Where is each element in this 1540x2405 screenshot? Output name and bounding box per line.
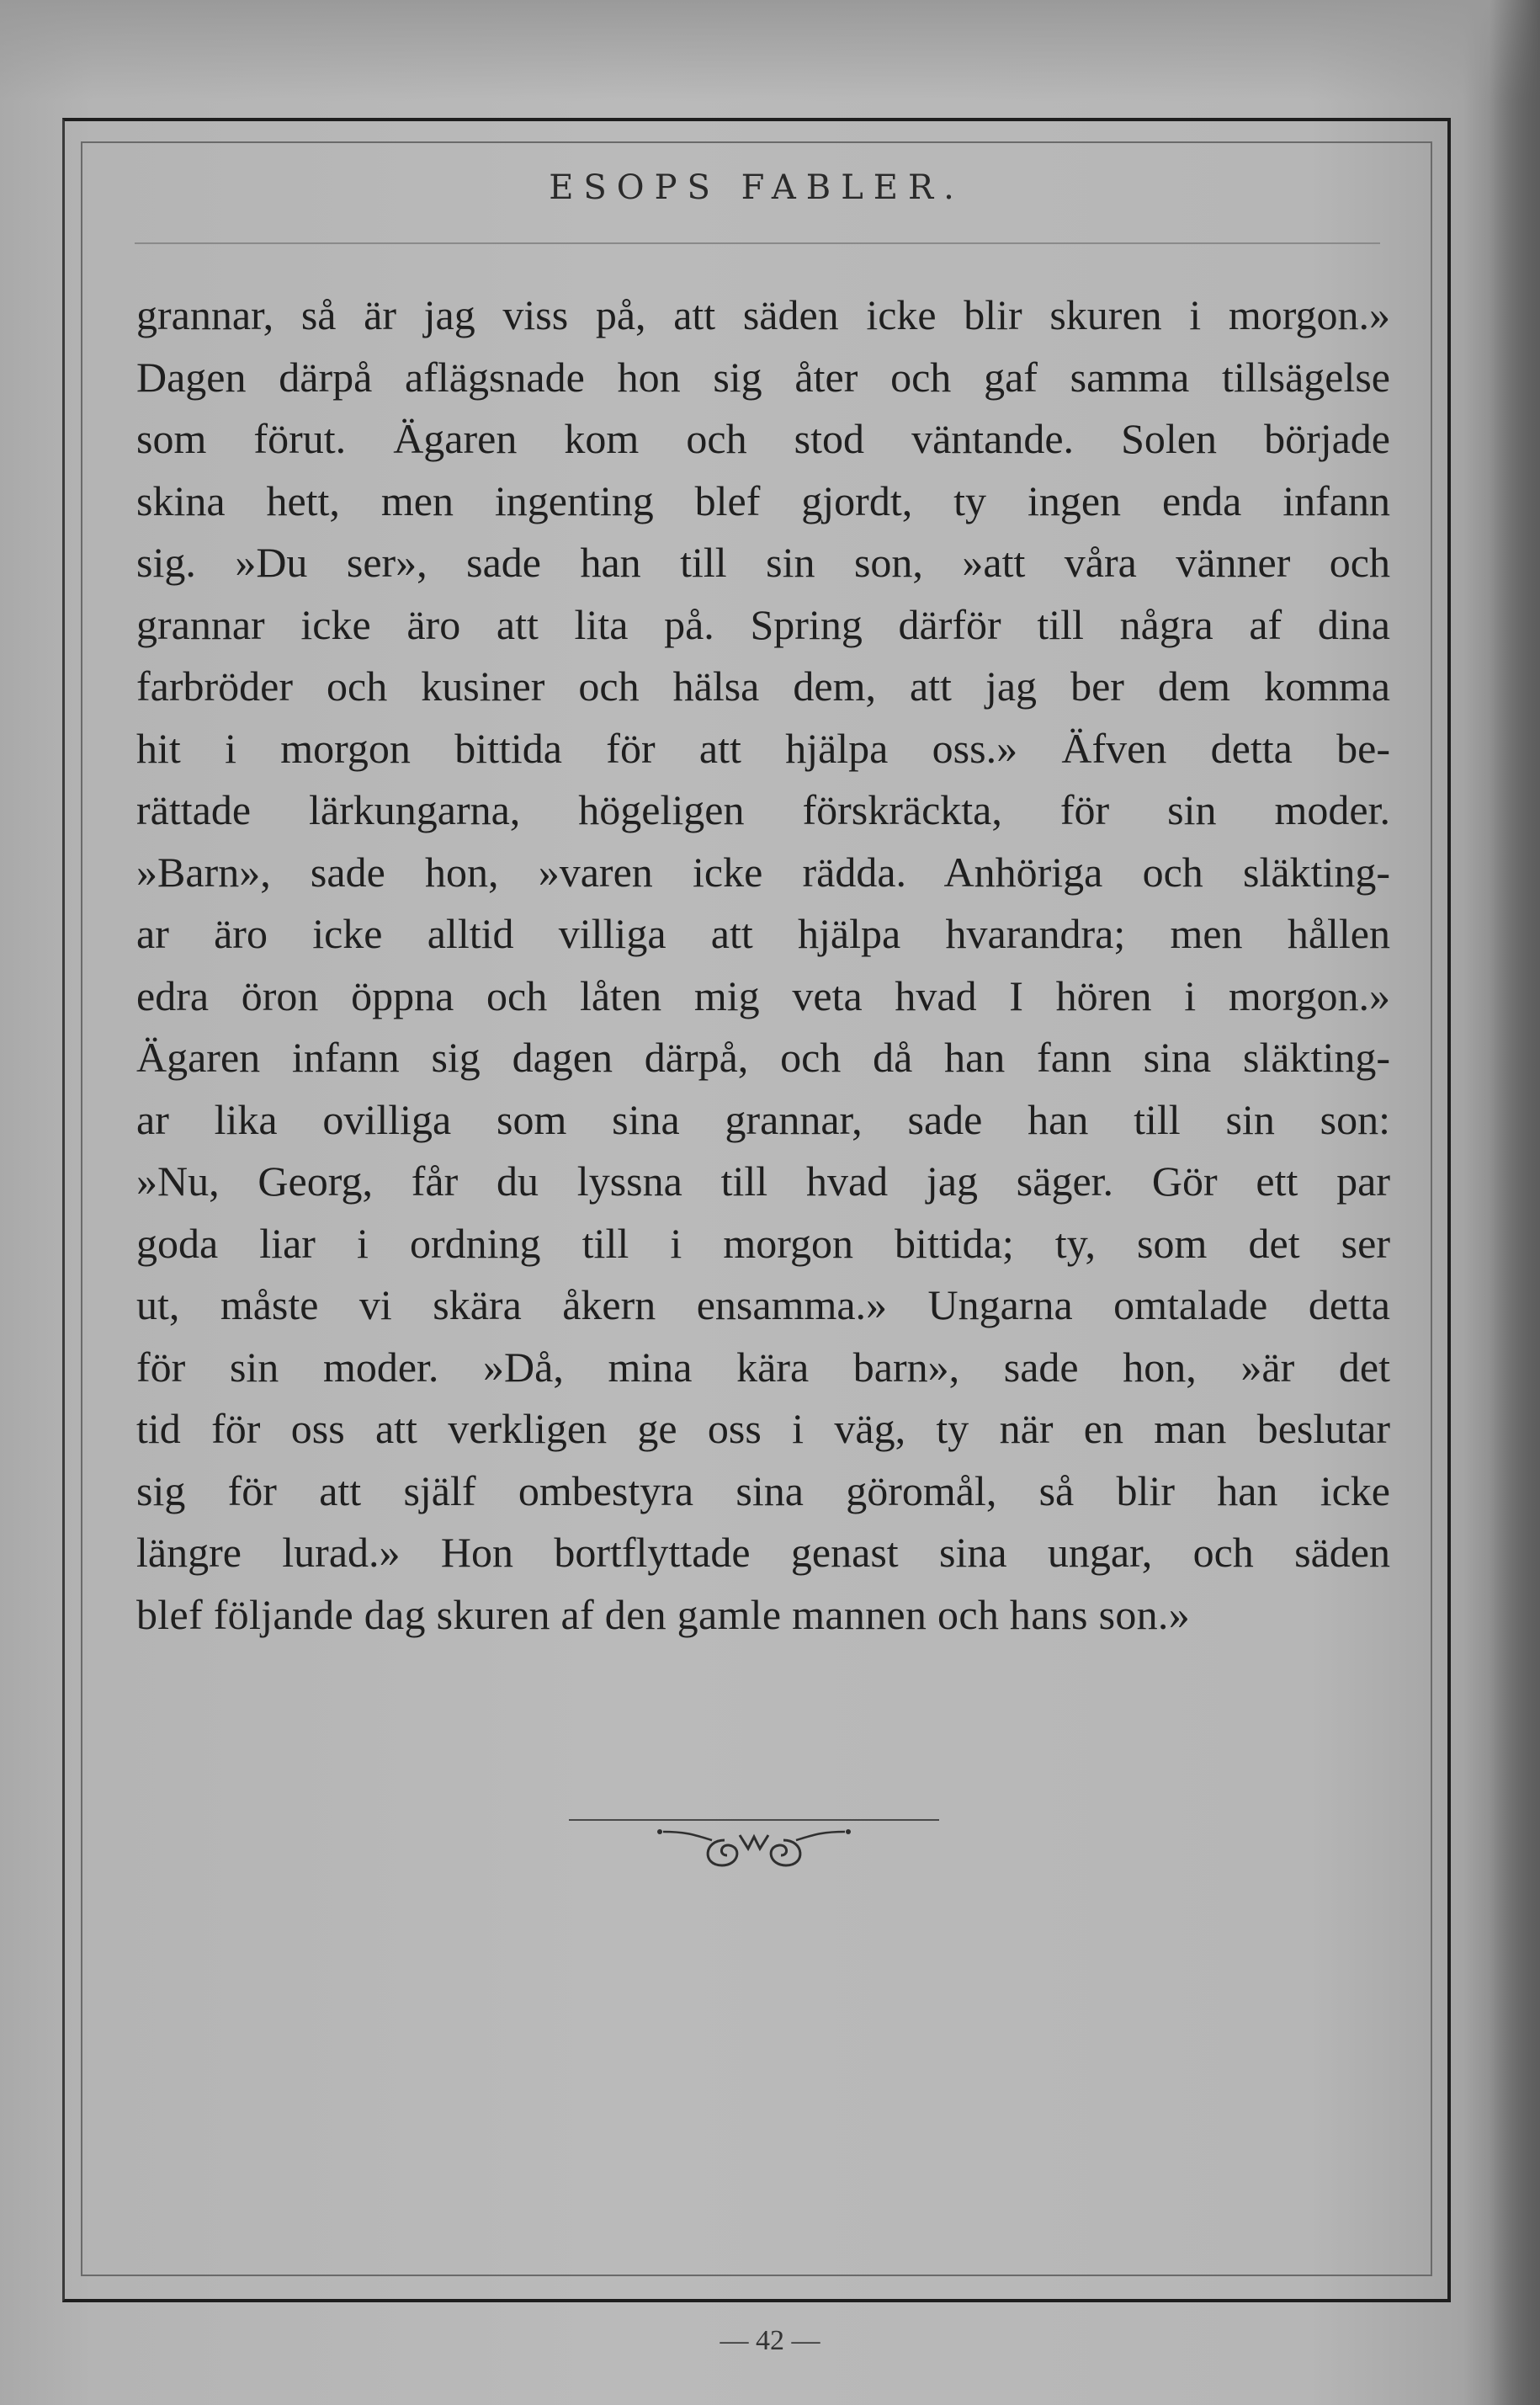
text-line: Dagen därpå aflägsnade hon sig åter och gaf samma tillsägelse [136, 353, 1390, 401]
text-line: farbröder och kusiner och hälsa dem, att jag ber dem komma [136, 662, 1390, 710]
text-line: ar lika ovilliga som sina grannar, sade han till sin son: [136, 1095, 1390, 1143]
header-rule [135, 242, 1380, 244]
text-line: Ägaren infann sig dagen därpå, och då han fann sina släkting- [136, 1034, 1390, 1081]
page-top-shadow [0, 0, 1540, 101]
text-line: för sin moder. »Då, mina kära barn», sade hon, »är det [136, 1343, 1390, 1391]
tailpiece-ornament [569, 1810, 939, 1886]
text-line: som förut. Ägaren kom och stod väntande. Solen började [136, 415, 1390, 462]
text-line: sig. »Du ser», sade han till sin son, »att våra vänner och [136, 539, 1390, 586]
text-line: skina hett, men ingenting blef gjordt, ty ingen enda infann [136, 476, 1390, 524]
text-line: edra öron öppna och låten mig veta hvad I hören i morgon.» [136, 971, 1390, 1019]
page-number: — 42 — [720, 2325, 820, 2356]
text-line: hit i morgon bittida för att hjälpa oss.» Äfven detta be- [136, 724, 1390, 772]
book-spine-shadow [1490, 0, 1540, 2405]
text-line: »Nu, Georg, får du lyssna till hvad jag säger. Gör ett par [136, 1157, 1390, 1205]
text-line: rättade lärkungarna, högeligen förskräckta, för sin moder. [136, 786, 1390, 833]
text-line: sig för att själf ombestyra sina göromål, så blir han icke [136, 1466, 1390, 1514]
text-line: ar äro icke alltid villiga att hjälpa hvarandra; men hållen [136, 910, 1390, 957]
fable-text [136, 285, 1390, 1646]
running-header: ESOPS FABLER. [549, 168, 964, 207]
text-line: tid för oss att verkligen ge oss i väg, ty när en man beslutar [136, 1405, 1390, 1452]
text-line: goda liar i ordning till i morgon bittida; ty, som det ser [136, 1219, 1390, 1267]
text-line: »Barn», sade hon, »varen icke rädda. Anhöriga och släkting- [136, 848, 1390, 896]
text-line: blef följande dag skuren af den gamle mannen och hans son.» [136, 1590, 1191, 1638]
text-line: grannar icke äro att lita på. Spring därför till några af dina [136, 600, 1390, 648]
text-line: ut, måste vi skära åkern ensamma.» Ungarna omtalade detta [136, 1281, 1390, 1328]
text-line: grannar, så är jag viss på, att säden icke blir skuren i morgon.» [136, 291, 1390, 338]
text-line: längre lurad.» Hon bortflyttade genast sina ungar, och säden [136, 1529, 1390, 1576]
